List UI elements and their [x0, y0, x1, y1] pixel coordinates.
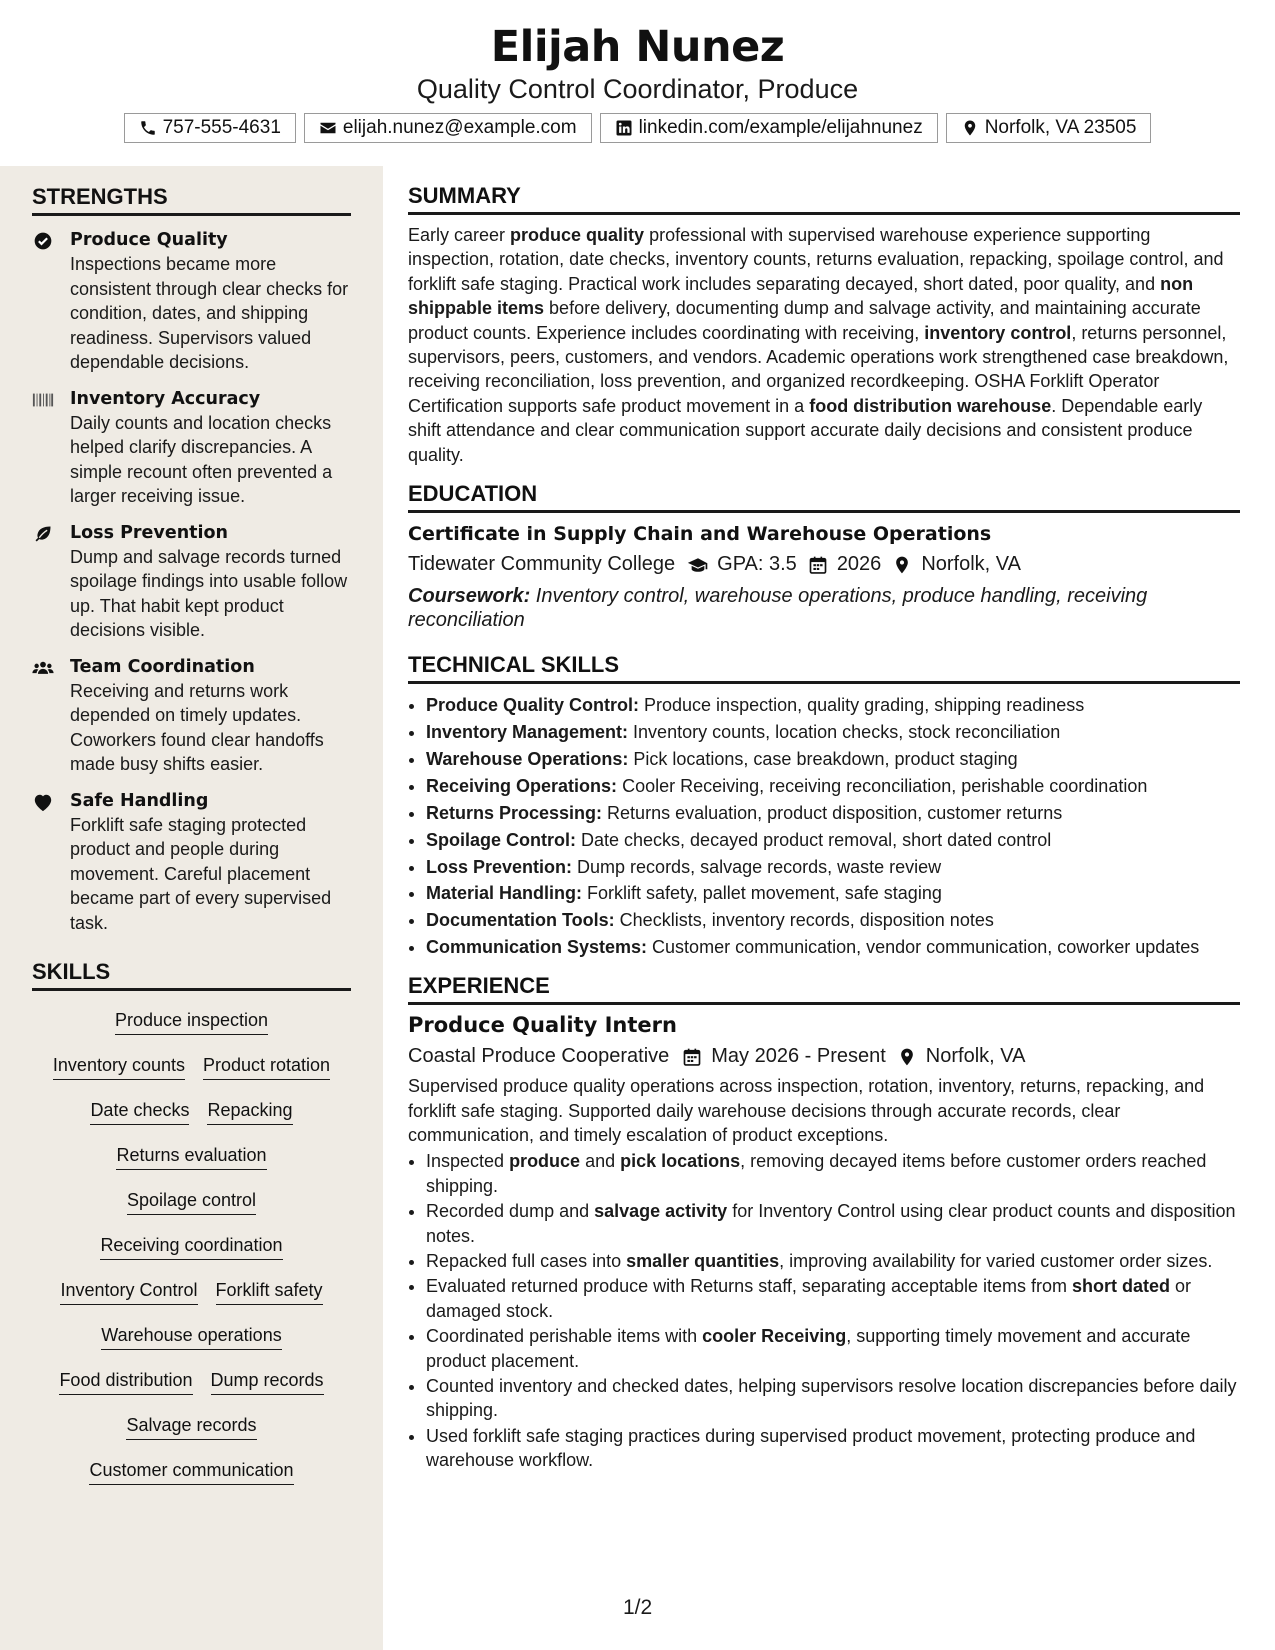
contact-email[interactable]	[304, 113, 592, 143]
skill-row	[32, 1322, 351, 1367]
technical-skill-value: Customer communication, vendor communication, coworker updates	[647, 937, 1200, 958]
bold-text: food distribution warehouse	[809, 395, 1052, 416]
envelope-icon	[319, 119, 337, 137]
candidate-title: Quality Control Coordinator, Produce	[416, 74, 859, 104]
text-span: and	[580, 1151, 621, 1172]
job-meta	[408, 1045, 1240, 1068]
skill-row	[32, 1187, 351, 1232]
contact-linkedin-text: linkedin.com/example/elijahnunez	[638, 117, 923, 138]
job-bullet	[426, 1374, 1240, 1423]
technical-skill-label: Loss Prevention:	[426, 856, 573, 877]
job-bullet	[426, 1199, 1240, 1248]
candidate-name: Elijah Nunez	[490, 22, 785, 72]
text-span: professional with supervised warehouse experience supporting inspection, rotation, date checks, inventory counts, returns evaluation, repacking, spoilage control, and forklift safe staging. Practical work includes separating decayed, short dated, poor quality, and	[408, 225, 1224, 294]
strength-desc: Daily counts and location checks helped clarify discrepancies. A simple recount often prevented a larger receiving issue.	[70, 412, 333, 506]
text-span: Counted inventory and checked dates, helping supervisors resolve location discrepancies before daily shipping.	[426, 1376, 1237, 1421]
skill-tag: Inventory counts	[53, 1052, 185, 1080]
skill-tag: Salvage records	[126, 1412, 256, 1440]
experience-heading: EXPERIENCE	[408, 973, 1240, 1005]
text-span: Inspected	[426, 1151, 510, 1172]
strength-item	[32, 521, 351, 643]
calendar-icon	[807, 555, 829, 575]
technical-skill-label: Warehouse Operations:	[426, 748, 629, 769]
text-span: , improving availability for varied customer order sizes.	[779, 1250, 1213, 1271]
skill-row	[32, 1052, 351, 1097]
skills-list	[32, 1007, 351, 1502]
technical-skill-value: Dump records, salvage records, waste review	[572, 856, 942, 877]
contact-bar	[0, 113, 1275, 143]
skills-heading: SKILLS	[32, 959, 351, 991]
technical-skill-item	[426, 880, 1240, 907]
main-content	[408, 166, 1240, 1474]
technical-skill-value: Forklift safety, pallet movement, safe staging	[582, 883, 942, 904]
technical-skill-value: Pick locations, case breakdown, product staging	[628, 748, 1018, 769]
technical-skills-heading: TECHNICAL SKILLS	[408, 652, 1240, 684]
coursework-label: Coursework:	[408, 585, 531, 608]
bold-text: produce	[509, 1151, 581, 1172]
job-bullet	[426, 1424, 1240, 1473]
graduation-year: 2026	[836, 553, 882, 576]
technical-skill-item	[426, 746, 1240, 773]
technical-skill-label: Material Handling:	[426, 883, 583, 904]
strength-item	[32, 655, 351, 777]
job-bullets	[408, 1149, 1240, 1472]
text-span: Used forklift safe staging practices during supervised product movement, protecting produce and warehouse workflow.	[426, 1425, 1196, 1471]
calendar-icon	[681, 1047, 703, 1067]
strength-desc: Forklift safe staging protected product and people during movement. Careful placement became part of every supervised task.	[70, 814, 332, 933]
coursework	[408, 584, 1240, 632]
job-bullet	[426, 1249, 1240, 1273]
job-title: Produce Quality Intern	[408, 1013, 677, 1038]
job-description: Supervised produce quality operations across inspection, rotation, inventory, returns, repacking, and forklift safe staging. Supported daily warehouse decisions through accurate records, clear communication, and timely escalation of product exceptions.	[408, 1076, 1205, 1145]
location-pin-icon	[891, 555, 913, 575]
technical-skill-label: Produce Quality Control:	[426, 695, 640, 716]
degree-title: Certificate in Supply Chain and Warehouse Operations	[408, 523, 992, 546]
skill-tag: Forklift safety	[216, 1277, 323, 1305]
strength-desc: Inspections became more consistent through clear checks for condition, dates, and shipping readiness. Supervisors valued dependable decisions.	[70, 254, 349, 372]
technical-skill-value: Inventory counts, location checks, stock reconciliation	[628, 721, 1061, 742]
skill-tag: Dump records	[211, 1367, 324, 1395]
skill-tag: Date checks	[90, 1097, 189, 1125]
text-span: Coordinated perishable items with	[426, 1326, 703, 1347]
strength-item	[32, 789, 351, 936]
technical-skill-value: Produce inspection, quality grading, shipping readiness	[639, 695, 1085, 716]
bold-text: pick locations	[620, 1151, 741, 1172]
job-bullet	[426, 1149, 1240, 1198]
linkedin-icon	[615, 119, 633, 137]
location-pin-icon	[961, 119, 979, 137]
text-span: before delivery, documenting dump and salvage activity, and maintaining accurate product counts. Experience includes coordinating with receiving,	[408, 298, 1201, 343]
strength-title: Team Coordination	[70, 656, 255, 677]
bold-text: inventory control	[924, 322, 1072, 343]
strengths-heading: STRENGTHS	[32, 184, 351, 216]
graduation-cap-icon	[687, 555, 709, 575]
skill-row	[32, 1007, 351, 1052]
barcode-icon	[32, 390, 54, 410]
technical-skill-item	[426, 934, 1240, 961]
skill-tag: Warehouse operations	[101, 1322, 281, 1350]
strength-title: Safe Handling	[70, 790, 209, 811]
coursework-text: Inventory control, warehouse operations, produce handling, receiving reconciliation	[408, 585, 1148, 632]
sidebar	[0, 166, 383, 1650]
job-bullet	[426, 1324, 1240, 1373]
strength-item	[32, 228, 351, 375]
text-span: . Dependable early shift attendance and clear communication support accurate daily decisions and consistent produce quality.	[408, 395, 1203, 465]
school-location: Norfolk, VA	[921, 553, 1021, 576]
heart-icon	[32, 792, 54, 812]
page-number: 1/2	[623, 1596, 653, 1619]
strength-desc: Receiving and returns work depended on timely updates. Coworkers found clear handoffs made busy shifts easier.	[70, 680, 324, 774]
technical-skill-item	[426, 719, 1240, 746]
skill-tag: Product rotation	[203, 1052, 330, 1080]
technical-skill-item	[426, 907, 1240, 934]
job-dates: May 2026 - Present	[711, 1045, 886, 1068]
bold-text: non shippable items	[408, 273, 1194, 319]
job-location: Norfolk, VA	[925, 1045, 1026, 1068]
skill-row	[32, 1457, 351, 1502]
text-span: , supporting timely movement and accurate product placement.	[426, 1326, 1191, 1371]
bold-text: cooler Receiving	[702, 1326, 847, 1347]
phone-icon	[139, 119, 157, 137]
skill-tag: Repacking	[207, 1097, 292, 1125]
technical-skill-value: Date checks, decayed product removal, short dated control	[576, 829, 1052, 850]
skill-row	[32, 1277, 351, 1322]
technical-skill-label: Returns Processing:	[426, 802, 603, 823]
leaf-icon	[32, 524, 54, 544]
contact-phone[interactable]	[124, 113, 296, 143]
skill-row	[32, 1232, 351, 1277]
technical-skill-value: Checklists, inventory records, disposition notes	[614, 910, 994, 931]
skill-tag: Customer communication	[89, 1457, 293, 1485]
strength-title: Inventory Accuracy	[70, 388, 261, 409]
text-span: for Inventory Control using clear product counts and disposition notes.	[426, 1201, 1236, 1246]
summary-text	[408, 223, 1240, 467]
contact-phone-text: 757-555-4631	[162, 117, 281, 138]
technical-skill-label: Receiving Operations:	[426, 775, 618, 796]
technical-skill-item	[426, 800, 1240, 827]
technical-skill-value: Returns evaluation, product disposition, customer returns	[602, 802, 1063, 823]
gpa: GPA: 3.5	[717, 553, 797, 576]
school-name: Tidewater Community College	[408, 553, 676, 576]
resume-header	[0, 0, 1275, 166]
skill-row	[32, 1142, 351, 1187]
skill-tag: Food distribution	[59, 1367, 192, 1395]
skill-tag: Spoilage control	[127, 1187, 256, 1215]
strength-title: Produce Quality	[70, 230, 228, 250]
skill-row	[32, 1412, 351, 1457]
skill-row	[32, 1097, 351, 1142]
strength-desc: Dump and salvage records turned spoilage findings into usable follow up. That habit kept product decisions visible.	[70, 546, 348, 640]
text-span: Recorded dump and	[426, 1201, 595, 1222]
users-icon	[32, 658, 54, 678]
bold-text: smaller quantities	[626, 1250, 780, 1271]
education-meta	[408, 553, 1240, 576]
education-heading: EDUCATION	[408, 481, 1240, 513]
skill-tag: Produce inspection	[115, 1007, 268, 1035]
summary-heading: SUMMARY	[408, 183, 1240, 215]
technical-skill-label: Inventory Management:	[426, 721, 629, 742]
text-span: , removing decayed items before customer orders reached shipping.	[426, 1151, 1207, 1196]
technical-skills-list	[408, 692, 1240, 961]
contact-location-text: Norfolk, VA 23505	[984, 117, 1137, 138]
skill-row	[32, 1367, 351, 1412]
contact-location	[946, 113, 1152, 143]
bold-text: salvage activity	[594, 1201, 728, 1222]
contact-email-text: elijah.nunez@example.com	[342, 117, 577, 138]
location-pin-icon	[896, 1047, 918, 1067]
strength-title: Loss Prevention	[70, 522, 229, 543]
text-span: Repacked full cases into	[426, 1250, 627, 1271]
text-span: Evaluated returned produce with Returns staff, separating acceptable items from	[426, 1276, 1073, 1297]
technical-skill-item	[426, 692, 1240, 719]
skill-tag: Receiving coordination	[100, 1232, 282, 1260]
technical-skill-label: Spoilage Control:	[426, 829, 576, 850]
bold-text: short dated	[1072, 1276, 1171, 1297]
skill-tag: Inventory Control	[60, 1277, 197, 1305]
text-span: , returns personnel, supervisors, peers, customers, and vendors. Academic operations work strengthened case breakdown, receiving reconciliation, loss prevention, and organized recordkeeping. OSHA Forklift Operator Certification supports safe product movement in a	[408, 322, 1229, 416]
technical-skill-item	[426, 773, 1240, 800]
text-span: or damaged stock.	[426, 1276, 1192, 1321]
technical-skill-item	[426, 854, 1240, 881]
technical-skill-label: Documentation Tools:	[426, 910, 615, 931]
text-span: Early career	[408, 225, 511, 245]
technical-skill-item	[426, 827, 1240, 854]
strength-item	[32, 387, 351, 509]
company-name: Coastal Produce Cooperative	[408, 1045, 670, 1068]
technical-skill-value: Cooler Receiving, receiving reconciliation, perishable coordination	[617, 775, 1148, 796]
technical-skill-label: Communication Systems:	[426, 937, 648, 958]
bold-text: produce quality	[510, 225, 645, 245]
check-circle-icon	[32, 231, 54, 251]
contact-linkedin[interactable]	[600, 113, 938, 143]
job-bullet	[426, 1274, 1240, 1323]
skill-tag: Returns evaluation	[116, 1142, 266, 1170]
